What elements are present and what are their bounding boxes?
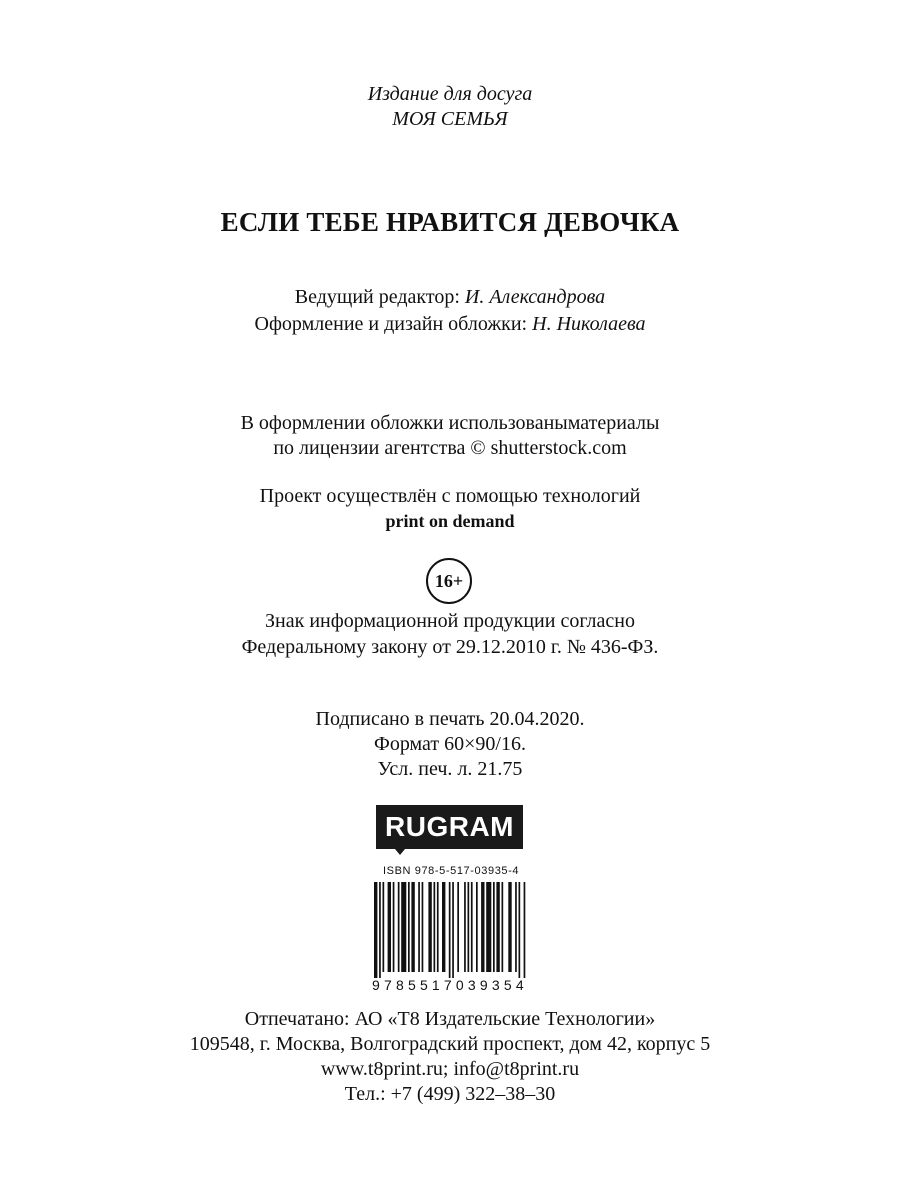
law-note-line-1: Знак информационной продукции согласно — [265, 610, 635, 632]
cover-note-line-2: по лицензии агентства © shutterstock.com — [273, 437, 627, 459]
printer-line-1: Отпечатано: АО «Т8 Издательские Технологии» — [244, 1008, 656, 1030]
printer-line-3: www.t8print.ru; info@t8print.ru — [320, 1058, 580, 1080]
print-format: Формат 60×90/16. — [374, 733, 526, 755]
designer-name: Н. Николаева — [532, 313, 646, 335]
series-line-2: МОЯ СЕМЬЯ — [392, 108, 508, 130]
printer-line-2: 109548, г. Москва, Волгоградский проспект, дом 42, корпус 5 — [189, 1033, 711, 1055]
barcode-image — [370, 880, 530, 978]
editor-label: Ведущий редактор: — [294, 286, 460, 308]
law-note-line-2: Федеральному закону от 29.12.2010 г. № 436-ФЗ. — [241, 636, 659, 658]
publisher-logo: RUGRAM — [376, 805, 523, 849]
isbn-label: ISBN 978-5-517-03935-4 — [383, 865, 520, 877]
book-title: ЕСЛИ ТЕБЕ НРАВИТСЯ ДЕВОЧКА — [220, 207, 680, 237]
project-line-1: Проект осуществлён с помощью технологий — [259, 485, 641, 507]
ean-digits: 9785517039354 — [372, 977, 528, 993]
credit-editor — [0, 286, 900, 309]
credit-designer — [0, 313, 900, 336]
editor-name: И. Александрова — [464, 286, 606, 308]
series-line-1: Издание для досуга — [367, 83, 533, 105]
print-signed: Подписано в печать 20.04.2020. — [315, 708, 585, 730]
designer-label: Оформление и дизайн обложки: — [254, 313, 528, 335]
printer-line-4: Тел.: +7 (499) 322–38–30 — [344, 1083, 556, 1105]
publisher-logo-notch — [395, 849, 405, 855]
print-sheets: Усл. печ. л. 21.75 — [377, 758, 523, 780]
cover-note-line-1: В оформлении обложки использованыматериалы — [240, 412, 660, 434]
project-line-2: print on demand — [385, 511, 515, 531]
age-rating-badge: 16+ — [426, 558, 472, 604]
